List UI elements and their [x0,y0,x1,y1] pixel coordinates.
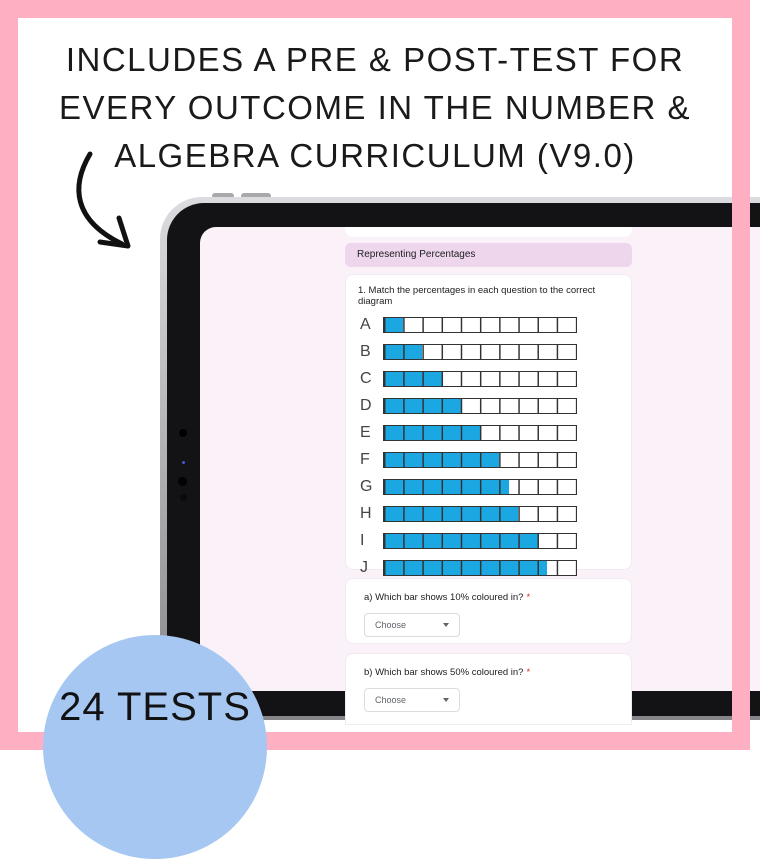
required-asterisk: * [526,667,531,678]
form-section-header: Representing Percentages [345,243,632,267]
bar-letter: I [360,531,365,549]
chevron-down-icon [443,698,449,702]
question-card-a [345,578,632,644]
diagram-rows [346,311,631,581]
percentage-bar-row [360,446,631,473]
tablet-screen [200,227,760,705]
bar-letter: A [360,315,371,333]
bar-grid [384,426,576,440]
percentage-bar-row [360,554,631,581]
bar-grid [384,399,576,413]
bar-letter: H [360,504,372,522]
question-title: 1. Match the percentages in each question to the correct diagram [358,285,596,307]
percentage-bar [383,398,577,414]
percentage-bar [383,371,577,387]
question-card-b [345,653,632,725]
sensor-dot-icon [180,494,187,501]
percentage-bar-row [360,392,631,419]
bar-grid [384,534,576,548]
question-text: b) Which bar shows 50% coloured in? [364,667,524,678]
question-label [346,654,631,678]
bar-grid [384,507,576,521]
question-label [346,579,631,603]
bar-grid [384,453,576,467]
front-camera-icon [179,429,187,437]
percentage-bar [383,317,577,333]
bar-letter: E [360,423,371,441]
percentage-bar-row [360,500,631,527]
bar-letter: G [360,477,373,495]
bar-grid [384,561,576,575]
headline-line-2: EVERY OUTCOME IN THE NUMBER & [58,89,692,126]
percentage-bar-row [360,338,631,365]
percentage-bar [383,452,577,468]
percentage-bar-row [360,473,631,500]
front-camera-icon [178,477,187,486]
bar-letter: F [360,450,370,468]
previous-card-bottom [345,227,632,237]
percentage-bar [383,506,577,522]
bar-grid [384,345,576,359]
bar-letter: C [360,369,372,387]
percentage-bar-row [360,311,631,338]
required-asterisk: * [526,592,531,603]
headline-line-3: ALGEBRA CURRICULUM (V9.0) [114,137,636,174]
choose-dropdown-a[interactable] [364,613,460,637]
percentage-bar-row [360,365,631,392]
tests-count-label: 24 TESTS [59,685,251,729]
curved-arrow-icon [66,146,148,258]
sensor-dot-icon [182,461,185,464]
percentage-bar [383,344,577,360]
tablet-mockup [160,197,760,720]
percentage-bar [383,560,577,576]
chevron-down-icon [443,623,449,627]
tests-count-badge [43,635,267,859]
diagram-question-card [345,274,632,576]
percentage-bar-row [360,527,631,554]
bar-letter: B [360,342,371,360]
bar-grid [384,372,576,386]
dropdown-value: Choose [375,620,407,630]
percentage-bar [383,533,577,549]
percentage-bar [383,425,577,441]
question-text: a) Which bar shows 10% coloured in? [364,592,524,603]
bar-letter: J [360,558,368,576]
dropdown-value: Choose [375,695,407,705]
bar-letter: D [360,396,372,414]
headline-line-1: INCLUDES A PRE & POST-TEST FOR [65,41,685,78]
bar-grid [384,480,576,494]
percentage-bar [383,479,577,495]
percentage-bar-row [360,419,631,446]
choose-dropdown-b[interactable] [364,688,460,712]
tablet-bezel [167,203,760,716]
bar-grid [384,318,576,332]
